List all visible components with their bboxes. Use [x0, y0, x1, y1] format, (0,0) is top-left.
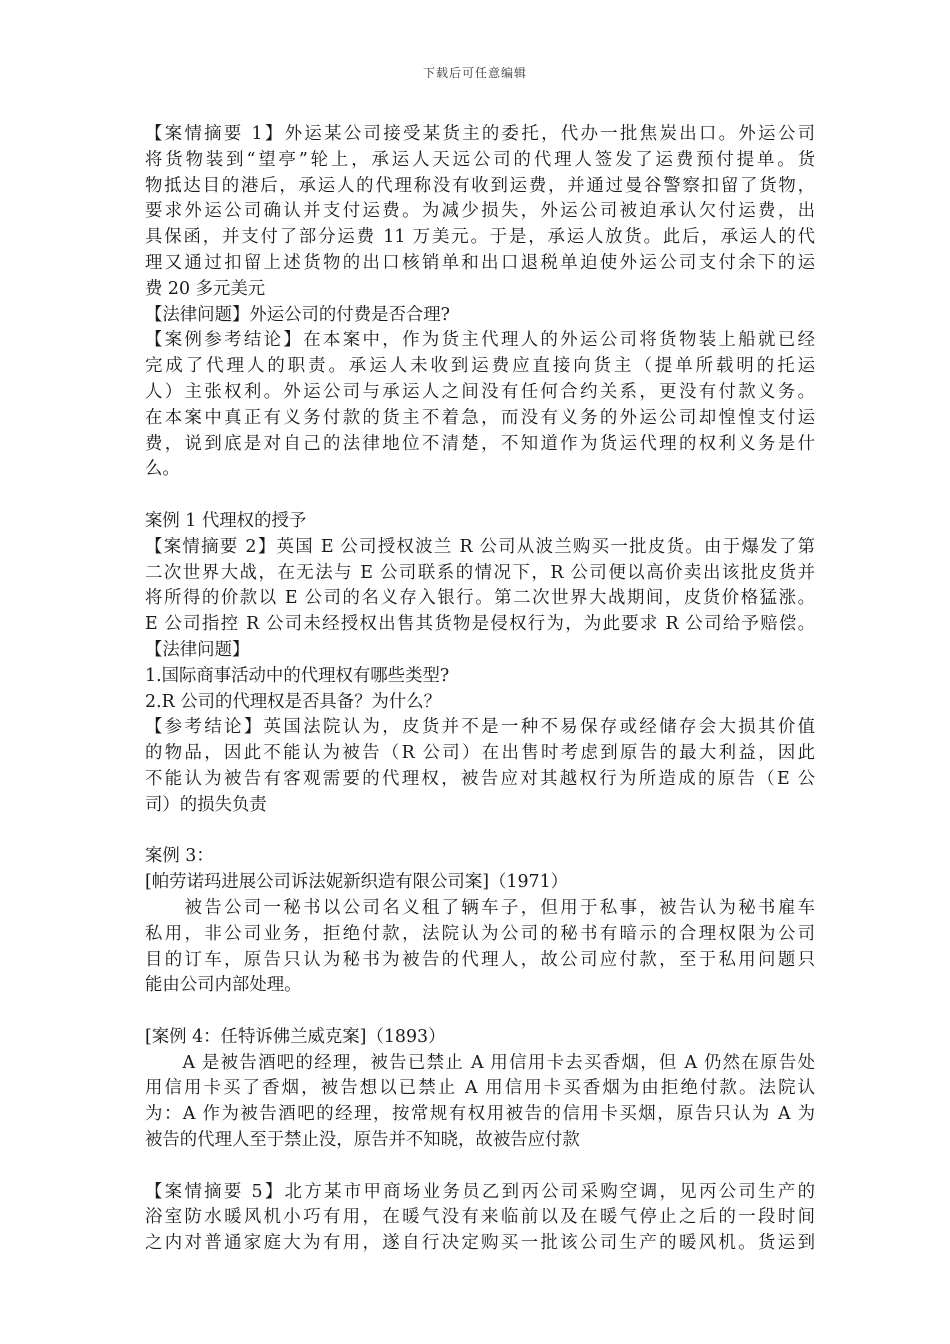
text-line: 用信用卡买了香烟，被告想以已禁止 A 用信用卡买香烟为由拒绝付款。法院认 [145, 1078, 815, 1099]
text-line: 么。 [145, 459, 180, 480]
text-line: 二次世界大战，在无法与 E 公司联系的情况下，R 公司便以高价卖出该批皮货并 [145, 562, 815, 583]
blank-line [145, 1154, 815, 1180]
text-line: 【参考结论】英国法院认为，皮货并不是一种不易保存或经储存会大损其价值 [145, 717, 815, 738]
text-line: 【案情摘要 2】英国 E 公司授权波兰 R 公司从波兰购买一批皮货。由于爆发了第 [145, 536, 815, 557]
text-line: 之内对普通家庭大为有用，遂自行决定购买一批该公司生产的暖风机。货运到 [145, 1233, 815, 1254]
text-line: 将所得的价款以 E 公司的名义存入银行。第二次世界大战期间，皮货价格猛涨。 [145, 588, 815, 609]
text-line: 【法律问题】 [145, 639, 250, 660]
text-line: 【法律问题】外运公司的付费是否合理? [145, 304, 450, 325]
text-line: 司）的损失负责 [145, 794, 267, 815]
text-line: 费 20 多元美元 [145, 278, 266, 299]
text-line: 将货物装到“望亭”轮上，承运人天远公司的代理人签发了运费预付提单。货 [145, 149, 815, 170]
text-line: 的物品，因此不能认为被告（R 公司）在出售时考虑到原告的最大利益，因此 [145, 743, 815, 764]
text-line: 具保函，并支付了部分运费 11 万美元。于是，承运人放货。此后，承运人的代 [145, 227, 815, 248]
text-line: 【案情摘要 1】外运某公司接受某货主的委托，代办一批焦炭出口。外运公司 [145, 124, 815, 144]
text-line: 理又通过扣留上述货物的出口核销单和出口退税单迫使外运公司支付余下的运 [145, 252, 815, 273]
blank-line [145, 819, 815, 845]
text-line: 被告公司一秘书以公司名义租了辆车子，但用于私事，被告认为秘书雇车 [145, 897, 815, 918]
text-line: 人）主张权利。外运公司与承运人之间没有任何合约关系，更没有付款义务。 [145, 381, 815, 402]
text-line: 费，说到底是对自己的法律地位不清楚，不知道作为货运代理的权利义务是什 [145, 433, 815, 454]
blank-line [145, 999, 815, 1025]
text-line: 案例 3： [145, 846, 214, 867]
text-line: 案例 1 代理权的授予 [145, 510, 307, 531]
text-line: 目的订车，原告只认为秘书为被告的代理人，故公司应付款，至于私用问题只 [145, 949, 815, 970]
text-line: E 公司指控 R 公司未经授权出售其货物是侵权行为，为此要求 R 公司给予赔偿。 [145, 614, 815, 635]
text-line: A 是被告酒吧的经理，被告已禁止 A 用信用卡去买香烟，但 A 仍然在原告处 [145, 1052, 815, 1073]
text-line: 1.国际商事活动中的代理权有哪些类型? [145, 665, 450, 686]
text-line: 在本案中真正有义务付款的货主不着急，而没有义务的外运公司却惶惶支付运 [145, 407, 815, 428]
text-line: [案例 4：任特诉佛兰威克案]（1893） [145, 1026, 446, 1047]
text-line: 私用，非公司业务，拒绝付款，法院认为公司的秘书有暗示的合理权限为公司 [145, 923, 815, 944]
text-line: 被告的代理人至于禁止没，原告并不知晓，故被告应付款 [145, 1130, 580, 1151]
text-line: 不能认为被告有客观需要的代理权，被告应对其越权行为所造成的原告（E 公 [145, 768, 815, 789]
text-line: 【案例参考结论】在本案中，作为货主代理人的外运公司将货物装上船就已经 [145, 330, 815, 351]
text-line: 【案情摘要 5】北方某市甲商场业务员乙到丙公司采购空调，见丙公司生产的 [145, 1181, 815, 1202]
text-line: 完成了代理人的职责。承运人未收到运费应直接向货主（提单所载明的托运 [145, 356, 815, 377]
text-line: 能由公司内部处理。 [145, 975, 302, 996]
blank-line [145, 483, 815, 509]
text-line: 要求外运公司确认并支付运费。为减少损失，外运公司被迫承认欠付运费，出 [145, 201, 815, 222]
document-body [145, 122, 815, 1257]
text-line: [帕劳诺玛进展公司诉法妮新织造有限公司案]（1971） [145, 872, 569, 893]
text-line: 物抵达目的港后，承运人的代理称没有收到运费，并通过曼谷警察扣留了货物， [145, 175, 815, 196]
text-line: 2.R 公司的代理权是否具备？为什么？ [145, 691, 442, 712]
text-line: 为：A 作为被告酒吧的经理，按常规有权用被告的信用卡买烟，原告只认为 A 为 [145, 1104, 815, 1125]
text-line: 浴室防水暖风机小巧有用，在暖气没有来临前以及在暖气停止之后的一段时间 [145, 1207, 815, 1228]
page-header: 下载后可任意编辑 [422, 66, 527, 80]
